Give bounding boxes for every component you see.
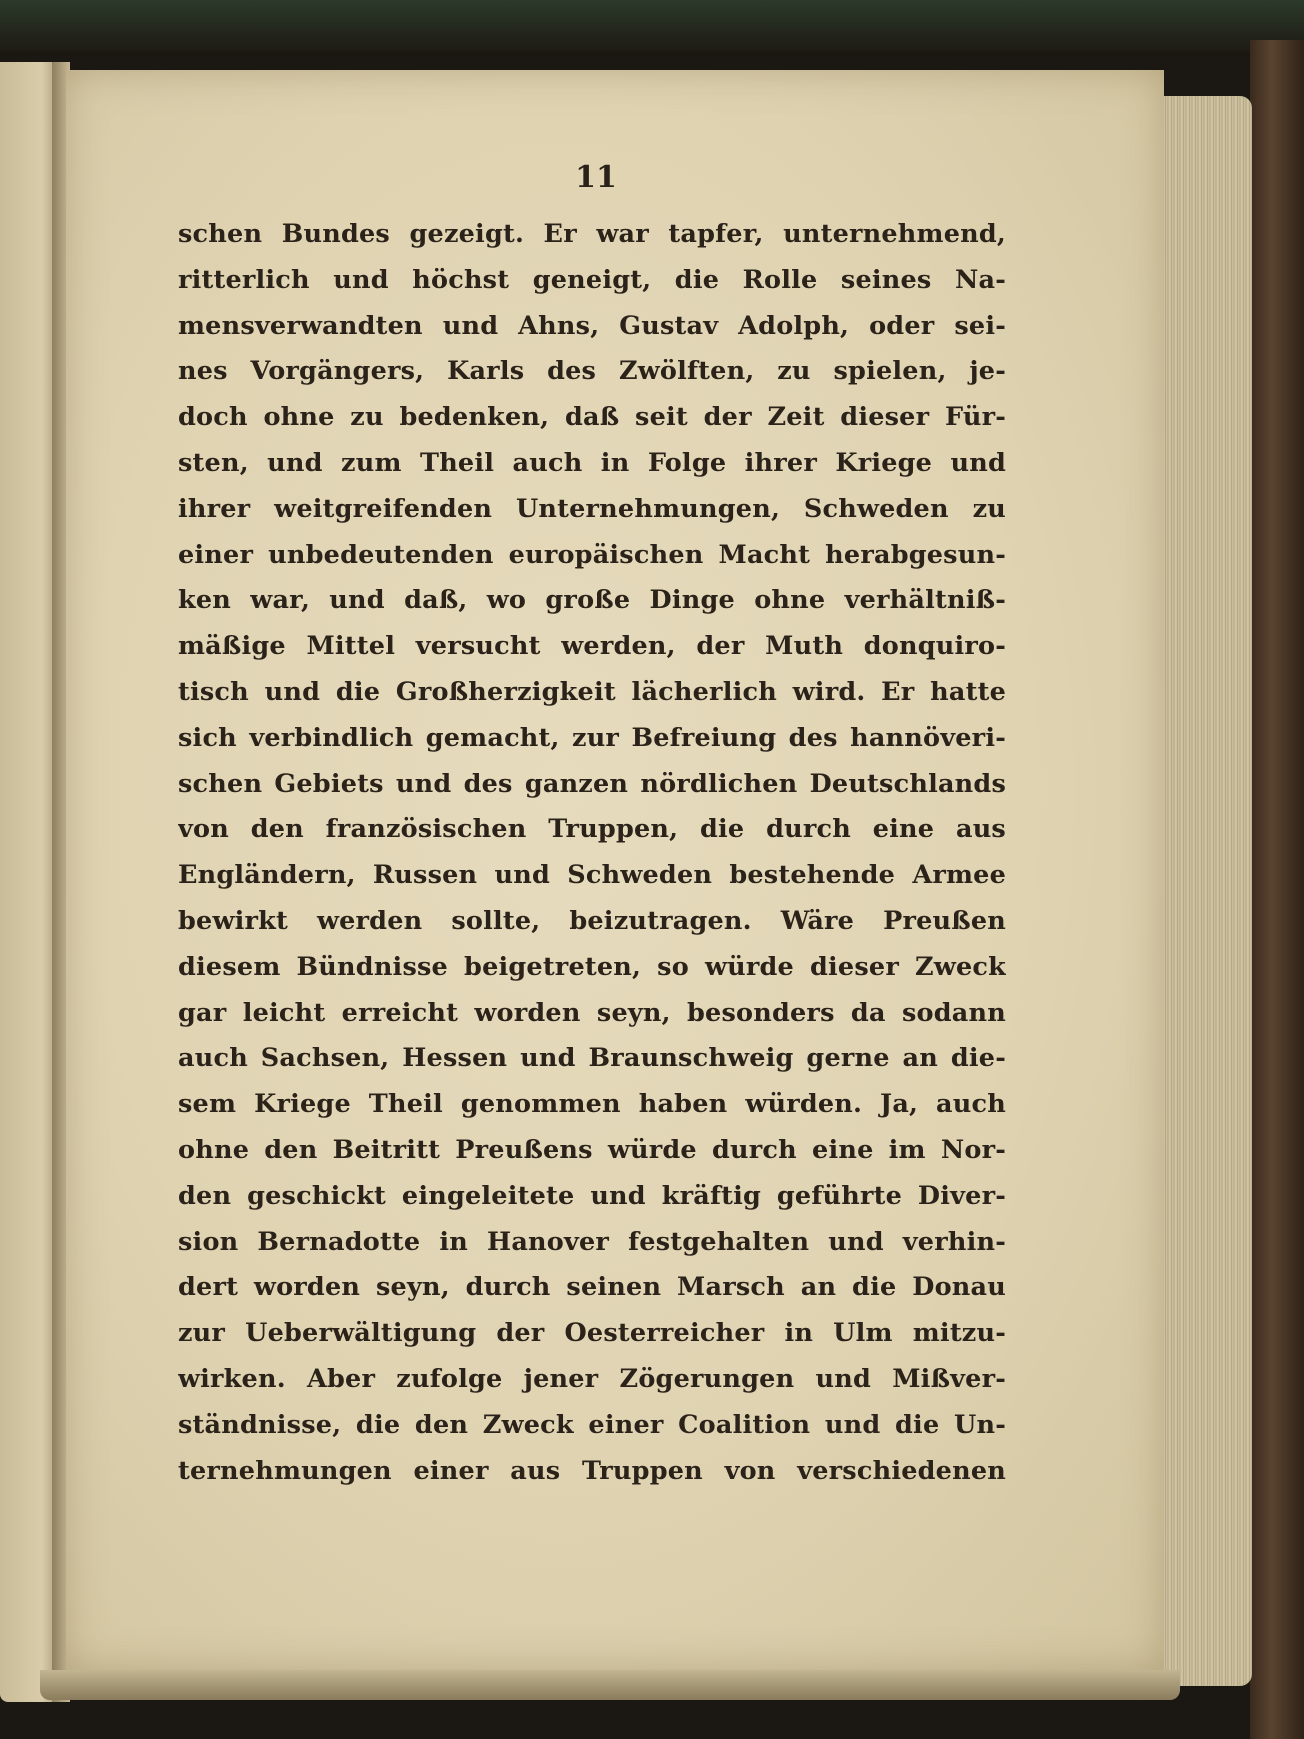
text-line: schen Gebiets und des ganzen nördlichen Deutschlands <box>178 768 1006 799</box>
text-line: diesem Bündnisse beigetreten, so würde dieser Zweck <box>178 951 1006 982</box>
text-line: den geschickt eingeleitete und kräftig geführte Diver- <box>178 1180 1006 1211</box>
text-line: mäßige Mittel versucht werden, der Muth donquiro- <box>178 631 1006 662</box>
text-line: dert worden seyn, durch seinen Marsch an die Donau <box>178 1272 1006 1303</box>
text-line: ternehmungen einer aus Truppen von verschiedenen <box>178 1455 1006 1486</box>
text-line: gar leicht erreicht worden seyn, besonders da sodann <box>178 997 1006 1028</box>
text-line: einer unbedeutenden europäischen Macht herabgesun- <box>178 539 1006 570</box>
text-line: von den französischen Truppen, die durch eine aus <box>178 814 1006 845</box>
page-number: 11 <box>575 160 617 195</box>
page-bottom-edge <box>40 1670 1180 1700</box>
book-cover-edge <box>1250 40 1304 1739</box>
text-line: sem Kriege Theil genommen haben würden. Ja, auch <box>178 1089 1006 1120</box>
text-line: ken war, und daß, wo große Dinge ohne verhältniß- <box>178 585 1006 616</box>
book-spine-top <box>0 0 1304 52</box>
text-line: sten, und zum Theil auch in Folge ihrer Kriege und <box>178 447 1006 478</box>
page-stack-edges <box>1160 96 1252 1686</box>
body-text <box>178 212 1006 1494</box>
text-line: schen Bundes gezeigt. Er war tapfer, unternehmend, <box>178 219 1006 249</box>
text-line: zur Ueberwältigung der Oesterreicher in Ulm mitzu- <box>178 1318 1006 1349</box>
facing-page-sliver <box>0 62 60 1702</box>
text-line: nes Vorgängers, Karls des Zwölften, zu spielen, je- <box>178 356 1006 387</box>
text-line: ständnisse, die den Zweck einer Coalition und die Un- <box>178 1409 1006 1440</box>
text-line: sion Bernadotte in Hanover festgehalten und verhin- <box>178 1226 1006 1257</box>
text-line: ohne den Beitritt Preußens würde durch eine im Nor- <box>178 1134 1006 1165</box>
text-line: wirken. Aber zufolge jener Zögerungen und Mißver- <box>178 1363 1006 1394</box>
text-line: Engländern, Russen und Schweden bestehende Armee <box>178 860 1006 891</box>
text-line: ritterlich und höchst geneigt, die Rolle seines Na- <box>178 264 1006 295</box>
text-line: tisch und die Großherzigkeit lächerlich wird. Er hatte <box>178 676 1006 707</box>
text-line: doch ohne zu bedenken, daß seit der Zeit dieser Für- <box>178 402 1006 433</box>
text-line: bewirkt werden sollte, beizutragen. Wäre Preußen <box>178 905 1006 936</box>
text-line: sich verbindlich gemacht, zur Befreiung des hannöveri- <box>178 722 1006 753</box>
text-line: auch Sachsen, Hessen und Braunschweig gerne an die- <box>178 1043 1006 1074</box>
text-line: mensverwandten und Ahns, Gustav Adolph, oder sei- <box>178 310 1006 341</box>
text-line: ihrer weitgreifenden Unternehmungen, Schweden zu <box>178 493 1006 524</box>
